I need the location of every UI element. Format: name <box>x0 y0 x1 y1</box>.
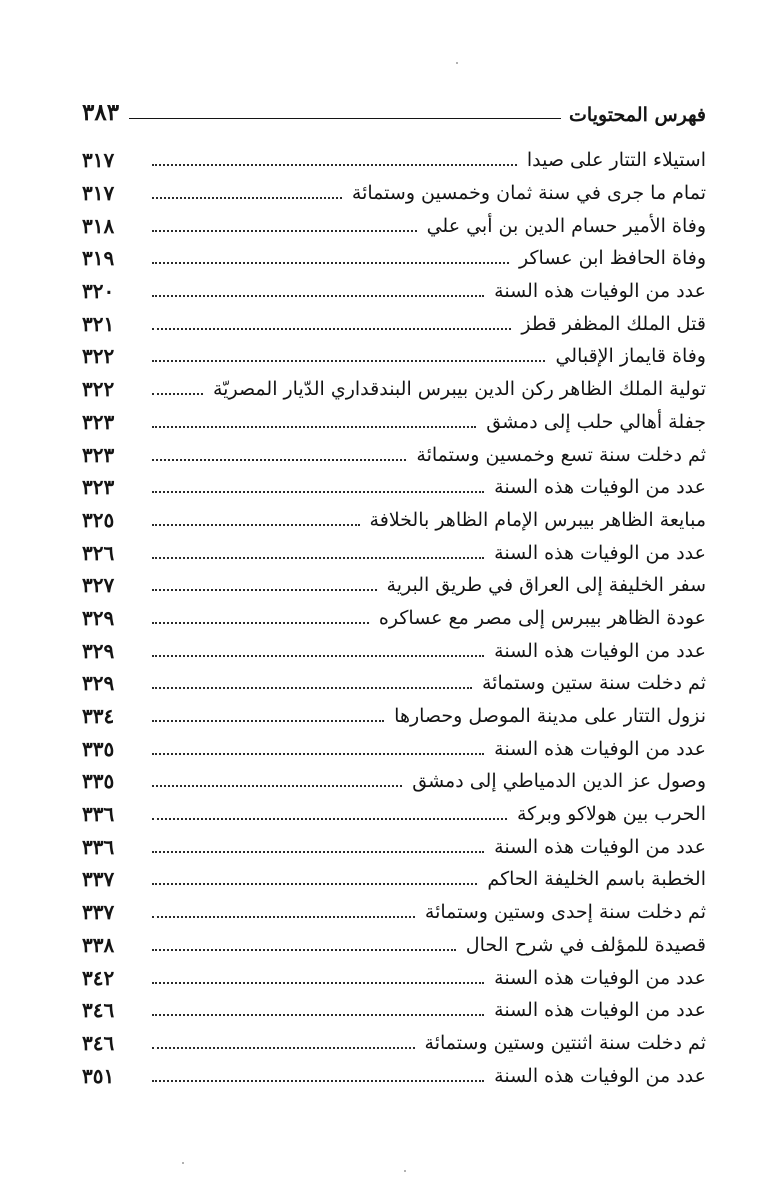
toc-entry <box>82 896 706 929</box>
toc-entry-page: ٣٤٦ <box>82 998 115 1023</box>
toc-entry-page: ٣٣٥ <box>82 769 115 794</box>
toc-entry-page: ٣٣٨ <box>82 932 115 957</box>
toc-entry <box>82 438 706 471</box>
dot-leader <box>152 655 484 657</box>
toc-entry-page: ٣٢٠ <box>82 279 115 304</box>
dot-leader <box>152 622 369 624</box>
toc-entry-title: وفاة الأمير حسام الدين بن أبي علي <box>426 214 706 237</box>
dot-leader <box>152 557 484 559</box>
dot-leader <box>152 164 517 166</box>
toc-entry <box>82 406 706 439</box>
scan-speck <box>456 62 458 64</box>
header-title: فهرس المحتويات <box>569 104 706 126</box>
toc-entry <box>82 569 706 602</box>
toc-entry-title: سفر الخليفة إلى العراق في طريق البرية <box>386 574 706 597</box>
toc-entry-title: ثم دخلت سنة تسع وخمسين وستمائة <box>416 443 706 466</box>
toc-entry-page: ٣٤٢ <box>82 965 115 990</box>
toc-entry <box>82 536 706 569</box>
toc-entry-page: ٣٥١ <box>82 1063 115 1088</box>
running-header <box>82 86 706 126</box>
toc-entry-title: عدد من الوفيات هذه السنة <box>494 541 706 564</box>
dot-leader <box>152 785 402 787</box>
toc-entry-page: ٣١٧ <box>82 148 115 173</box>
toc-entry <box>82 307 706 340</box>
toc-entry <box>82 863 706 896</box>
toc-entry-title: الخطبة باسم الخليفة الحاكم <box>487 868 706 891</box>
toc-entry-page: ٣٣٧ <box>82 900 115 925</box>
toc-entry-page: ٣٢٣ <box>82 409 115 434</box>
toc-entry-page: ٣٢١ <box>82 311 115 336</box>
toc-entry-page: ٣٣٧ <box>82 867 115 892</box>
dot-leader <box>152 818 507 820</box>
toc-entry-title: ثم دخلت سنة ستين وستمائة <box>481 672 706 695</box>
toc-entry-title: وصول عز الدين الدمياطي إلى دمشق <box>412 770 706 793</box>
toc-entry-page: ٣٣٦ <box>82 834 115 859</box>
toc-entry-page: ٣٢٧ <box>82 573 115 598</box>
scan-speck <box>182 1162 184 1164</box>
toc-entry-page: ٣٤٦ <box>82 1030 115 1055</box>
toc-entry-page: ٣١٨ <box>82 213 115 238</box>
toc-entry-title: عدد من الوفيات هذه السنة <box>494 476 706 499</box>
dot-leader <box>152 1080 484 1082</box>
toc-entry-title: عدد من الوفيات هذه السنة <box>494 835 706 858</box>
dot-leader <box>152 230 417 232</box>
toc-entry <box>82 242 706 275</box>
toc-entry-title: وفاة الحافظ ابن عساكر <box>519 247 706 270</box>
header-rule <box>129 118 561 119</box>
toc-entry-page: ٣٢٣ <box>82 475 115 500</box>
dot-leader <box>152 197 342 199</box>
toc-entry-title: استيلاء التتار على صيدا <box>526 149 706 172</box>
toc-entry <box>82 1027 706 1060</box>
toc-entry <box>82 373 706 406</box>
dot-leader <box>152 916 415 918</box>
toc-entry <box>82 177 706 210</box>
toc-entry <box>82 602 706 635</box>
toc-entry-title: عدد من الوفيات هذه السنة <box>494 737 706 760</box>
toc-entry <box>82 667 706 700</box>
toc-entry-title: عودة الظاهر بيبرس إلى مصر مع عساكره <box>378 606 706 629</box>
toc-entry-title: عدد من الوفيات هذه السنة <box>494 966 706 989</box>
toc-entry-title: تولية الملك الظاهر ركن الدين بيبرس البندقداري الدّيار المصريّة <box>212 378 706 401</box>
toc-entry <box>82 994 706 1027</box>
toc-entry-title: قصيدة للمؤلف في شرح الحال <box>465 933 706 956</box>
toc-entry-title: ثم دخلت سنة اثنتين وستين وستمائة <box>424 1031 706 1054</box>
toc-entry-title: ثم دخلت سنة إحدى وستين وستمائة <box>424 901 706 924</box>
toc-entry <box>82 830 706 863</box>
dot-leader <box>152 491 484 493</box>
dot-leader <box>152 328 511 330</box>
dot-leader <box>152 753 484 755</box>
dot-leader <box>152 524 360 526</box>
toc-entry <box>82 732 706 765</box>
dot-leader <box>152 720 384 722</box>
toc-entry <box>82 765 706 798</box>
toc-entry-page: ٣٢٢ <box>82 344 115 369</box>
toc-entry <box>82 275 706 308</box>
toc-entry-page: ٣٢٢ <box>82 377 115 402</box>
toc-entry-title: عدد من الوفيات هذه السنة <box>494 1064 706 1087</box>
toc-entry <box>82 144 706 177</box>
toc-entry-page: ٣٣٤ <box>82 704 115 729</box>
toc-entry-title: تمام ما جرى في سنة ثمان وخمسين وستمائة <box>351 182 706 205</box>
toc-entry <box>82 209 706 242</box>
dot-leader <box>152 295 484 297</box>
dot-leader <box>152 426 476 428</box>
dot-leader <box>152 262 509 264</box>
toc-entry <box>82 700 706 733</box>
dot-leader <box>152 949 456 951</box>
toc-entry <box>82 340 706 373</box>
dot-leader <box>152 687 472 689</box>
toc-entry-title: عدد من الوفيات هذه السنة <box>494 999 706 1022</box>
toc-entry-page: ٣٢٩ <box>82 671 115 696</box>
toc-entry <box>82 471 706 504</box>
dot-leader <box>152 1014 484 1016</box>
scan-speck <box>404 1170 406 1172</box>
toc-entry-page: ٣٣٦ <box>82 802 115 827</box>
toc-entry-page: ٣٢٩ <box>82 638 115 663</box>
toc-entry-title: قتل الملك المظفر قطز <box>521 312 706 335</box>
header-page-number: ٣٨٣ <box>82 99 120 126</box>
toc-entry-page: ٣١٩ <box>82 246 115 271</box>
toc-entry <box>82 634 706 667</box>
dot-leader <box>152 851 484 853</box>
toc-entry-page: ٣٢٦ <box>82 540 115 565</box>
dot-leader <box>152 982 484 984</box>
toc-entry <box>82 929 706 962</box>
toc-entry <box>82 504 706 537</box>
toc-entry-title: مبايعة الظاهر بيبرس الإمام الظاهر بالخلافة <box>369 508 706 531</box>
toc-entry-title: عدد من الوفيات هذه السنة <box>494 639 706 662</box>
toc-entry-title: جفلة أهالي حلب إلى دمشق <box>486 410 706 433</box>
toc-entry <box>82 1059 706 1092</box>
toc-entry-title: الحرب بين هولاكو وبركة <box>516 803 706 826</box>
toc-entry-page: ٣٢٣ <box>82 442 115 467</box>
toc-entry-title: عدد من الوفيات هذه السنة <box>494 280 706 303</box>
toc-entry <box>82 961 706 994</box>
toc-entry-title: نزول التتار على مدينة الموصل وحصارها <box>394 705 706 728</box>
dot-leader <box>152 1047 415 1049</box>
toc-entry-page: ٣٣٥ <box>82 736 115 761</box>
toc-entry-page: ٣٢٩ <box>82 605 115 630</box>
toc-entry-title: وفاة قايماز الإقبالي <box>555 345 706 368</box>
toc-entry-page: ٣٢٥ <box>82 507 115 532</box>
toc-entry-page: ٣١٧ <box>82 181 115 206</box>
dot-leader <box>152 393 203 395</box>
dot-leader <box>152 459 406 461</box>
dot-leader <box>152 883 477 885</box>
dot-leader <box>152 589 377 591</box>
dot-leader <box>152 360 545 362</box>
table-of-contents <box>82 144 706 1092</box>
toc-entry <box>82 798 706 831</box>
